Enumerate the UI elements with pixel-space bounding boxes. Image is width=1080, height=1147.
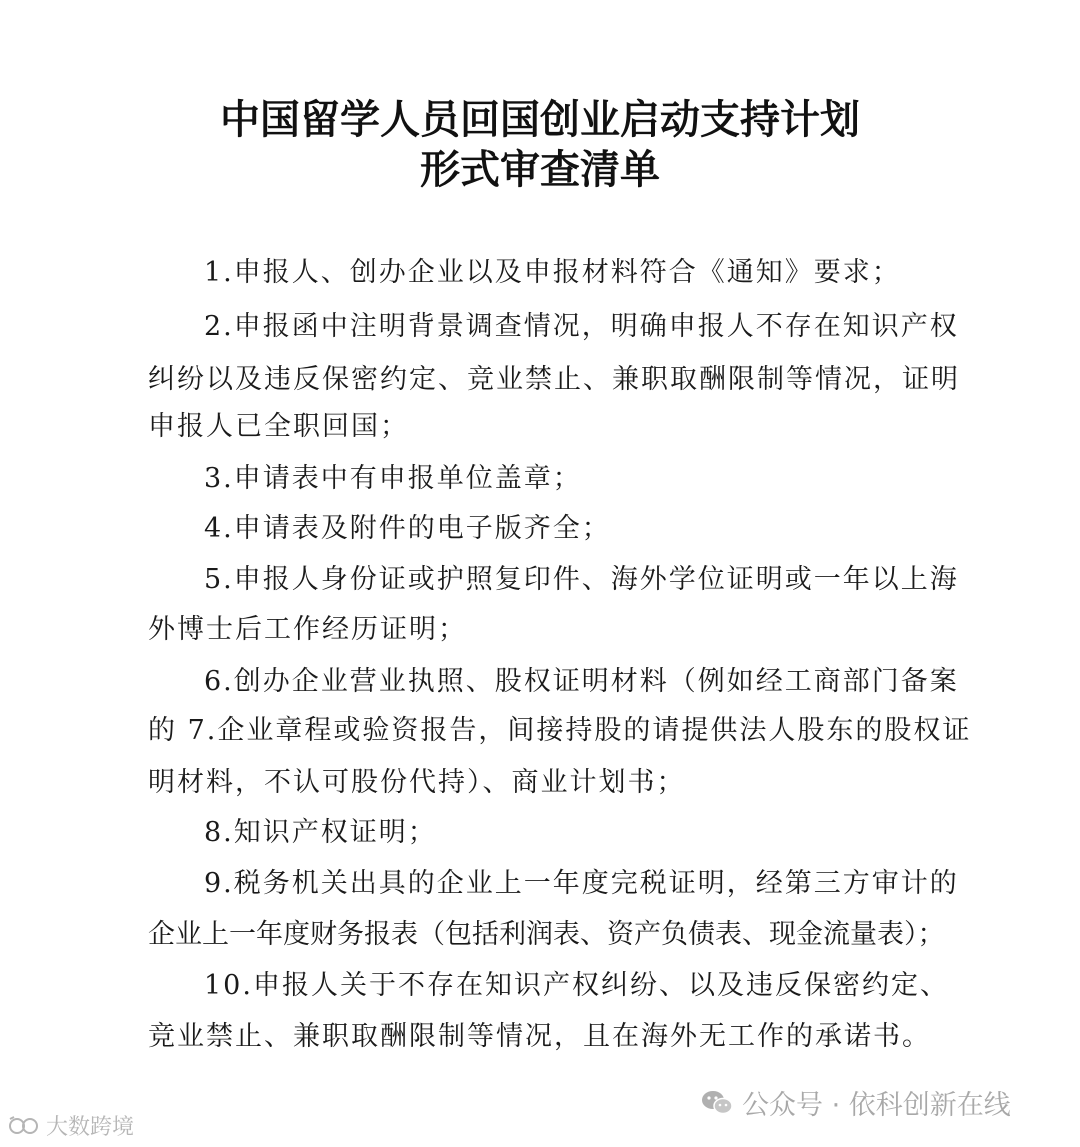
watermark-right	[700, 1083, 1011, 1122]
checklist-item-9-cont: 企业上一年度财务报表（包括利润表、资产负债表、现金流量表）；	[148, 919, 945, 950]
checklist-item-8: 8.知识产权证明；	[204, 817, 437, 848]
document-title-line-1: 中国留学人员回国创业启动支持计划	[220, 96, 860, 143]
watermark-right-text: 公众号 · 依科创新在线	[742, 1090, 1011, 1121]
checklist-item-2: 2.申报函中注明背景调查情况，明确申报人不存在知识产权	[204, 311, 959, 342]
checklist-item-1: 1.申报人、创办企业以及申报材料符合《通知》要求；	[204, 257, 901, 288]
checklist-item-2-cont: 申报人已全职回国；	[148, 411, 409, 442]
checklist-item-3: 3.申请表中有申报单位盖章；	[204, 463, 582, 494]
checklist-item-4: 4.申请表及附件的电子版齐全；	[204, 513, 611, 544]
watermark-left-text: 大数跨境	[46, 1115, 135, 1140]
wechat-icon	[700, 1088, 734, 1118]
checklist-item-5-cont: 外博士后工作经历证明；	[148, 614, 467, 645]
checklist-item-6: 6.创办企业营业执照、股权证明材料（例如经工商部门备案	[204, 666, 959, 697]
checklist-item-6-cont: 的 7.企业章程或验资报告，间接持股的请提供法人股东的股权证	[148, 715, 972, 746]
document-title-line-2: 形式审查清单	[420, 146, 660, 193]
checklist-item-10: 10.申报人关于不存在知识产权纠纷、以及违反保密约定、	[204, 970, 949, 1001]
checklist-item-6-cont: 明材料，不认可股份代持）、商业计划书；	[148, 767, 686, 798]
checklist-item-5: 5.申报人身份证或护照复印件、海外学位证明或一年以上海	[204, 564, 959, 595]
checklist-item-10-cont: 竞业禁止、兼职取酬限制等情况，且在海外无工作的承诺书。	[148, 1021, 931, 1052]
checklist-item-9: 9.税务机关出具的企业上一年度完税证明，经第三方审计的	[204, 868, 959, 899]
brand-logo-icon	[8, 1115, 42, 1137]
checklist-item-2-cont: 纠纷以及违反保密约定、竞业禁止、兼职取酬限制等情况，证明	[148, 364, 960, 395]
watermark-left	[8, 1110, 134, 1141]
